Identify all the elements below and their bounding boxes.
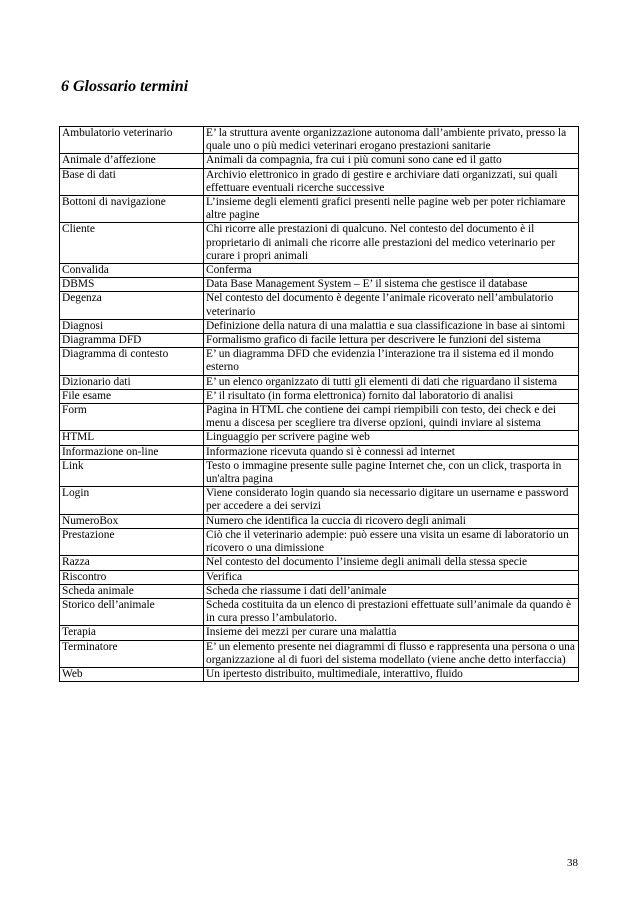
glossary-term: Degenza xyxy=(60,292,204,319)
glossary-body xyxy=(60,127,579,682)
glossary-term: Dizionario dati xyxy=(60,375,204,389)
glossary-term: Base di dati xyxy=(60,168,204,195)
glossary-definition: Nel contesto del documento l’insieme degli animali della stessa specie xyxy=(204,556,579,570)
glossary-table xyxy=(59,126,579,682)
glossary-row xyxy=(60,431,579,445)
glossary-row xyxy=(60,375,579,389)
glossary-row xyxy=(60,584,579,598)
glossary-term: Diagnosi xyxy=(60,319,204,333)
glossary-definition: Insieme dei mezzi per curare una malattia xyxy=(204,626,579,640)
glossary-definition: Animali da compagnia, fra cui i più comuni sono cane ed il gatto xyxy=(204,154,579,168)
glossary-definition: Conferma xyxy=(204,264,579,278)
glossary-row xyxy=(60,667,579,681)
glossary-row xyxy=(60,196,579,223)
glossary-row xyxy=(60,487,579,514)
glossary-definition: Testo o immagine presente sulle pagine Internet che, con un click, trasporta in un'altra pagina xyxy=(204,459,579,486)
glossary-term: Convalida xyxy=(60,264,204,278)
glossary-definition: Archivio elettronico in grado di gestire e archiviare dati organizzati, sui quali effettuare eventuali ricerche successive xyxy=(204,168,579,195)
glossary-term: Cliente xyxy=(60,223,204,264)
glossary-term: Form xyxy=(60,404,204,431)
glossary-definition: Ciò che il veterinario adempie: può essere una visita un esame di laboratorio un ricovero o una dimissione xyxy=(204,528,579,555)
glossary-definition: Un ipertesto distribuito, multimediale, interattivo, fluido xyxy=(204,667,579,681)
glossary-definition: Formalismo grafico di facile lettura per descrivere le funzioni del sistema xyxy=(204,334,579,348)
glossary-row xyxy=(60,445,579,459)
glossary-row xyxy=(60,348,579,375)
glossary-definition: E’ la struttura avente organizzazione autonoma dall’ambiente privato, presso la quale uno o più medici veterinari erogano prestazioni sanitarie xyxy=(204,127,579,154)
glossary-row xyxy=(60,598,579,625)
glossary-definition: Numero che identifica la cuccia di ricovero degli animali xyxy=(204,514,579,528)
glossary-term: Terapia xyxy=(60,626,204,640)
glossary-row xyxy=(60,154,579,168)
glossary-row xyxy=(60,556,579,570)
glossary-definition: Pagina in HTML che contiene dei campi riempibili con testo, dei check e dei menu a discesa per scegliere tra diverse opzioni, quindi inviare al sistema xyxy=(204,404,579,431)
glossary-row xyxy=(60,127,579,154)
glossary-term: Scheda animale xyxy=(60,584,204,598)
glossary-term: File esame xyxy=(60,389,204,403)
glossary-row xyxy=(60,223,579,264)
glossary-term: Web xyxy=(60,667,204,681)
glossary-definition: L’insieme degli elementi grafici presenti nelle pagine web per poter richiamare altre pagine xyxy=(204,196,579,223)
glossary-row xyxy=(60,570,579,584)
glossary-row xyxy=(60,389,579,403)
glossary-term: NumeroBox xyxy=(60,514,204,528)
glossary-term: Diagramma di contesto xyxy=(60,348,204,375)
glossary-definition: Nel contesto del documento è degente l’animale ricoverato nell’ambulatorio veterinario xyxy=(204,292,579,319)
glossary-term: Riscontro xyxy=(60,570,204,584)
page-number: 38 xyxy=(567,857,578,869)
glossary-row xyxy=(60,514,579,528)
glossary-term: HTML xyxy=(60,431,204,445)
glossary-definition: Data Base Management System – E’ il sistema che gestisce il database xyxy=(204,278,579,292)
glossary-row xyxy=(60,404,579,431)
glossary-definition: E’ un elenco organizzato di tutti gli elementi di dati che riguardano il sistema xyxy=(204,375,579,389)
glossary-row xyxy=(60,528,579,555)
glossary-term: Prestazione xyxy=(60,528,204,555)
glossary-definition: Scheda che riassume i dati dell’animale xyxy=(204,584,579,598)
glossary-term: Diagramma DFD xyxy=(60,334,204,348)
glossary-row xyxy=(60,292,579,319)
glossary-definition: Scheda costituita da un elenco di prestazioni effettuate sull’animale da quando è in cura presso l’ambulatorio. xyxy=(204,598,579,625)
glossary-row xyxy=(60,168,579,195)
glossary-definition: Chi ricorre alle prestazioni di qualcuno. Nel contesto del documento è il proprietario di animali che ricorre alle prestazioni del medico veterinario per curare i propri animali xyxy=(204,223,579,264)
glossary-definition: Definizione della natura di una malattia e sua classificazione in base ai sintomi xyxy=(204,319,579,333)
glossary-row xyxy=(60,334,579,348)
glossary-term: Terminatore xyxy=(60,640,204,667)
glossary-term: Animale d’affezione xyxy=(60,154,204,168)
glossary-term: Link xyxy=(60,459,204,486)
glossary-row xyxy=(60,278,579,292)
glossary-term: Ambulatorio veterinario xyxy=(60,127,204,154)
page-title: 6 Glossario termini xyxy=(61,78,189,95)
glossary-definition: Linguaggio per scrivere pagine web xyxy=(204,431,579,445)
glossary-row xyxy=(60,459,579,486)
glossary-term: Informazione on-line xyxy=(60,445,204,459)
glossary-row xyxy=(60,640,579,667)
glossary-row xyxy=(60,264,579,278)
glossary-term: Bottoni di navigazione xyxy=(60,196,204,223)
glossary-row xyxy=(60,626,579,640)
glossary-term: DBMS xyxy=(60,278,204,292)
glossary-term: Razza xyxy=(60,556,204,570)
glossary-definition: E’ il risultato (in forma elettronica) fornito dal laboratorio di analisi xyxy=(204,389,579,403)
glossary-definition: E’ un diagramma DFD che evidenzia l’interazione tra il sistema ed il mondo esterno xyxy=(204,348,579,375)
glossary-term: Storico dell’animale xyxy=(60,598,204,625)
glossary-term: Login xyxy=(60,487,204,514)
glossary-definition: E’ un elemento presente nei diagrammi di flusso e rappresenta una persona o una organizzazione al di fuori del sistema modellato (viene anche detto interfaccia) xyxy=(204,640,579,667)
glossary-definition: Viene considerato login quando sia necessario digitare un username e password per accedere a dei servizi xyxy=(204,487,579,514)
glossary-definition: Informazione ricevuta quando si è connessi ad internet xyxy=(204,445,579,459)
glossary-definition: Verifica xyxy=(204,570,579,584)
glossary-row xyxy=(60,319,579,333)
